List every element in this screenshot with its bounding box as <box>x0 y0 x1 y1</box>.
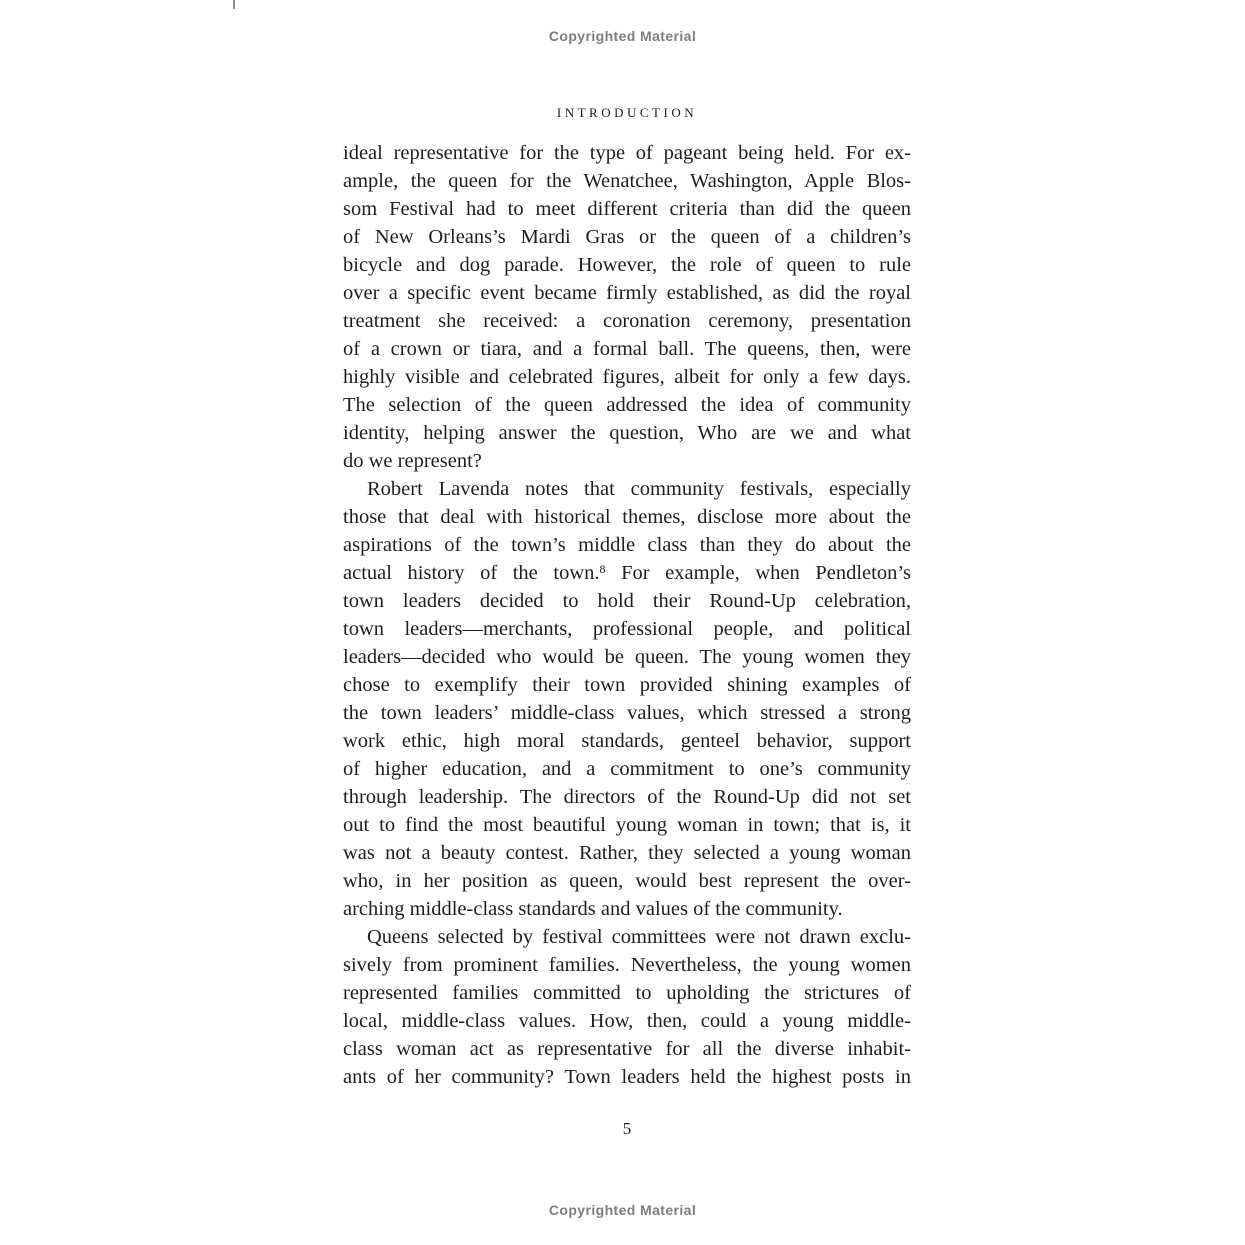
text-line: of a crown or tiara, and a formal ball. The queens, then, were <box>343 338 911 360</box>
text-line: local, middle-class values. How, then, could a young middle- <box>343 1010 911 1032</box>
text-line: arching middle-class standards and values of the community. <box>343 898 843 920</box>
text-line: sively from prominent families. Nevertheless, the young women <box>343 954 911 976</box>
text-line: who, in her position as queen, would best represent the over- <box>343 870 911 892</box>
text-line: som Festival had to meet different criteria than did the queen <box>343 198 911 220</box>
text-line: was not a beauty contest. Rather, they selected a young woman <box>343 842 911 864</box>
text-line: bicycle and dog parade. However, the role of queen to rule <box>343 254 911 276</box>
text-line: highly visible and celebrated figures, albeit for only a few days. <box>343 366 911 388</box>
text-line: out to find the most beautiful young woman in town; that is, it <box>343 814 911 836</box>
paragraph <box>343 475 911 923</box>
body-text <box>343 139 911 1091</box>
text-line: The selection of the queen addressed the idea of community <box>343 394 911 416</box>
text-line: treatment she received: a coronation ceremony, presentation <box>343 310 911 332</box>
text-line: aspirations of the town’s middle class than they do about the <box>343 534 911 556</box>
text-line: class woman act as representative for all the diverse inhabit- <box>343 1038 911 1060</box>
page-number: 5 <box>622 1119 632 1138</box>
text-line: town leaders—merchants, professional people, and political <box>343 618 911 640</box>
paragraph <box>343 139 911 475</box>
text-line: town leaders decided to hold their Round-Up celebration, <box>343 590 911 612</box>
paragraph <box>343 923 911 1091</box>
text-line: identity, helping answer the question, Who are we and what <box>343 422 911 444</box>
text-line: those that deal with historical themes, disclose more about the <box>343 506 911 528</box>
text-line: do we represent? <box>343 450 482 472</box>
text-line: through leadership. The directors of the Round-Up did not set <box>343 786 911 808</box>
text-line: leaders—decided who would be queen. The young women they <box>343 646 911 668</box>
text-line: Robert Lavenda notes that community festivals, especially <box>367 478 911 500</box>
watermark-top: Copyrighted Material <box>548 28 697 44</box>
footnote-marker: 8 <box>599 562 606 576</box>
text-line: ideal representative for the type of pageant being held. For ex- <box>343 142 911 164</box>
scan-artifact-tick <box>233 0 235 9</box>
text-line: over a specific event became firmly established, as did the royal <box>343 282 911 304</box>
chapter-heading: INTRODUCTION <box>556 105 698 120</box>
text-line: ants of her community? Town leaders held the highest posts in <box>343 1066 911 1088</box>
text-line: ample, the queen for the Wenatchee, Washington, Apple Blos- <box>343 170 911 192</box>
watermark-bottom: Copyrighted Material <box>548 1202 697 1218</box>
text-line: work ethic, high moral standards, genteel behavior, support <box>343 730 911 752</box>
text-line: chose to exemplify their town provided shining examples of <box>343 674 911 696</box>
text-line: actual history of the town.$^8$ For example, when Pendleton’s <box>343 562 911 584</box>
text-line: Queens selected by festival committees were not drawn exclu- <box>367 926 911 948</box>
text-line: represented families committed to upholding the strictures of <box>343 982 911 1004</box>
text-line: of New Orleans’s Mardi Gras or the queen of a children’s <box>343 226 911 248</box>
text-line: the town leaders’ middle-class values, which stressed a strong <box>343 702 911 724</box>
text-line: of higher education, and a commitment to one’s community <box>343 758 911 780</box>
